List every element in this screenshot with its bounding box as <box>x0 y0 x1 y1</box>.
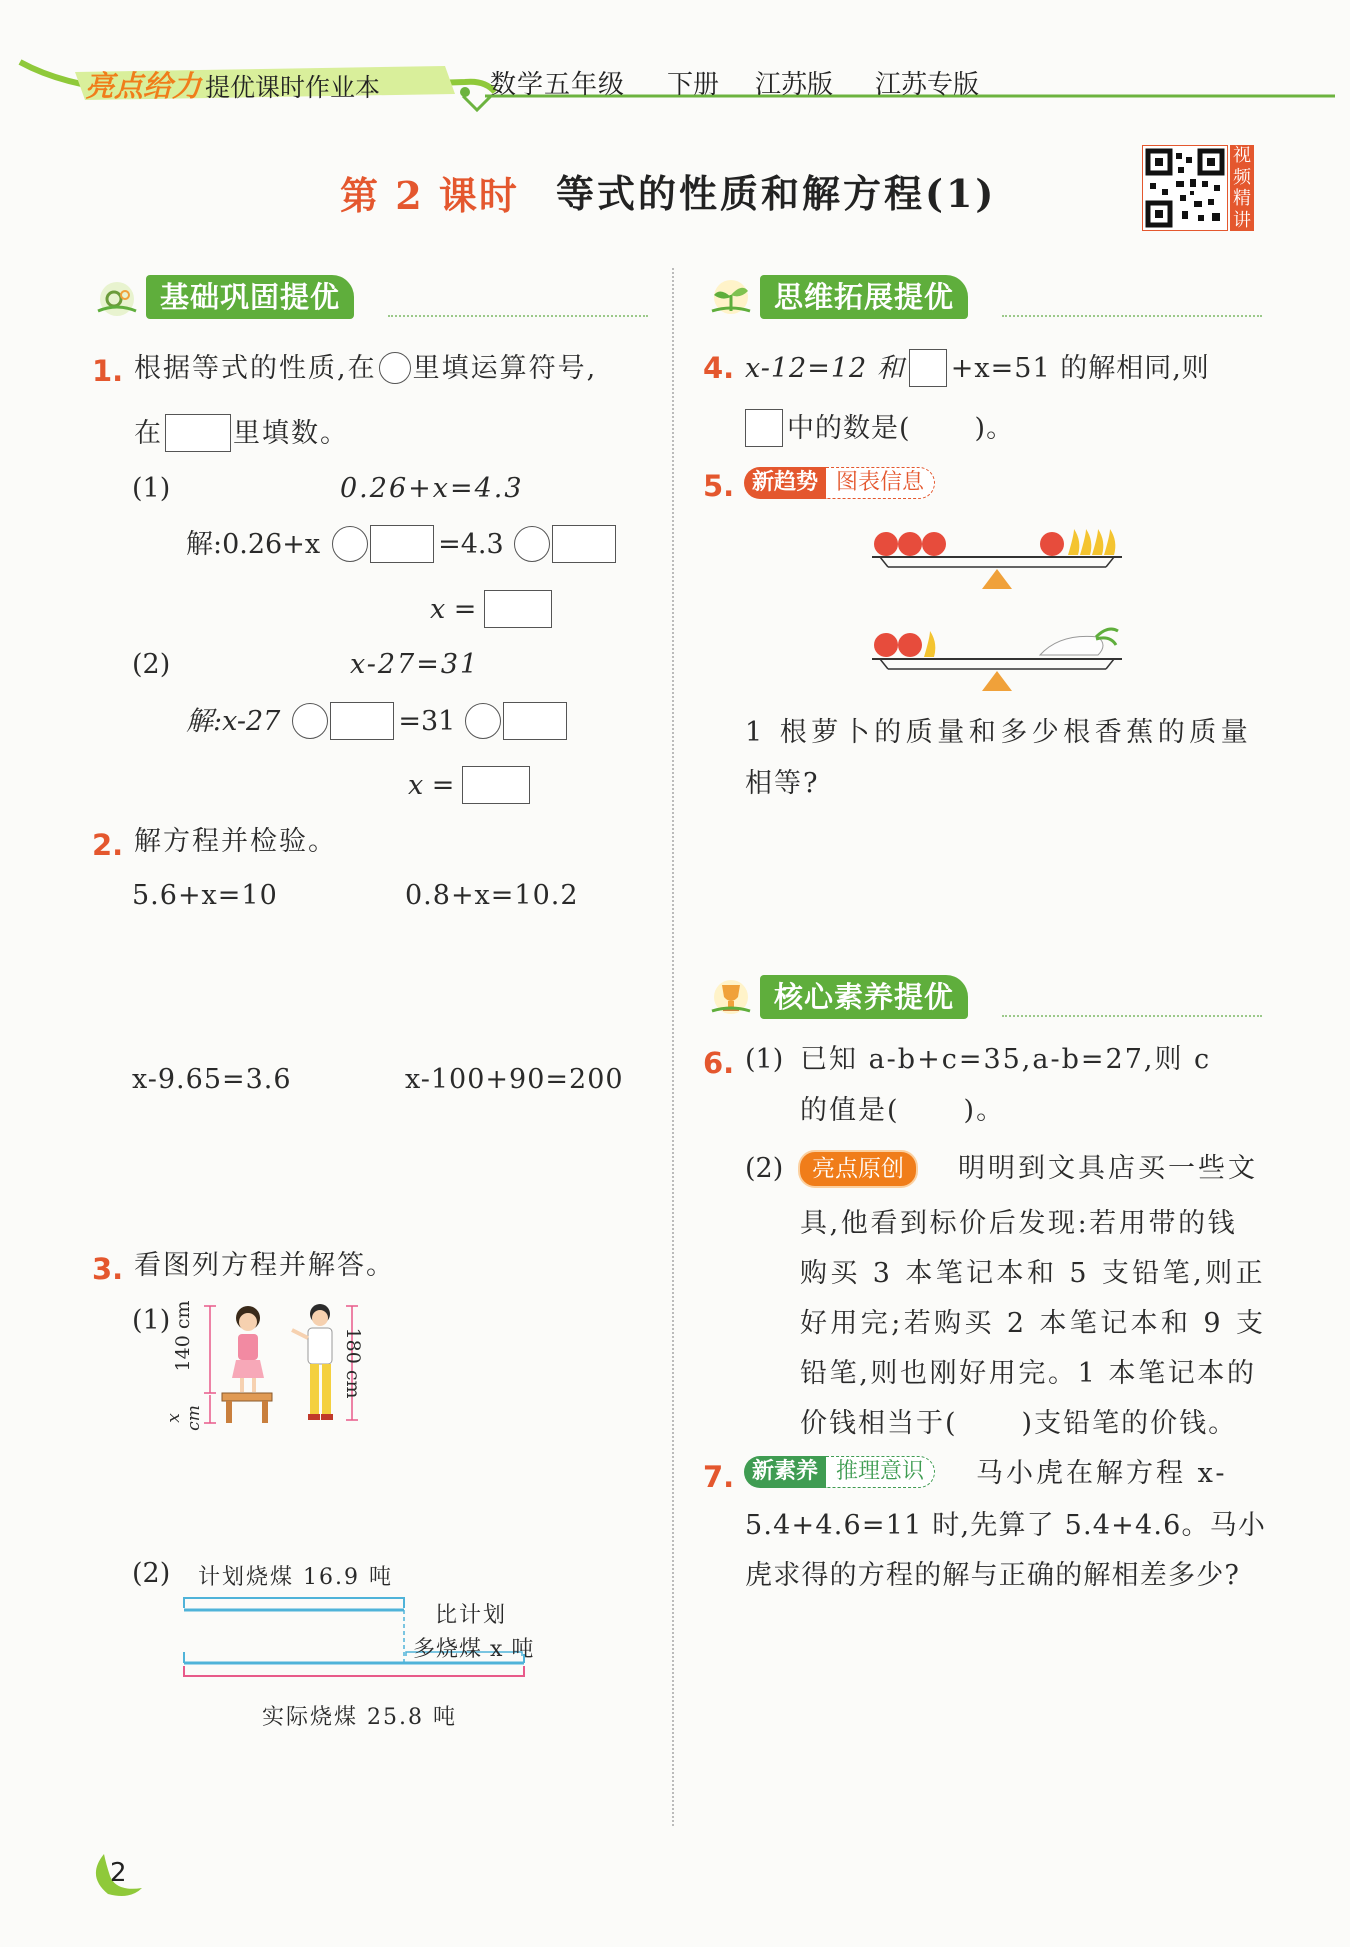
q1-p2-sol-start: 解:x-27 <box>186 705 281 737</box>
q4-text-a: x-12=12 和 <box>745 352 905 384</box>
q2-eq2: 0.8+x=10.2 <box>405 880 579 911</box>
q7-tag <box>744 1456 935 1488</box>
q6-p2-line4: 好用完;若购买 2 本笔记本和 9 支 <box>800 1308 1267 1339</box>
q1-p2-x: x = <box>408 769 455 801</box>
q1-p1-operator-input-1[interactable] <box>332 526 368 562</box>
q3-p2-label: (2) <box>132 1558 171 1589</box>
q6-p2-line6 <box>800 1410 1237 1437</box>
q7-tag-sub: 推理意识 <box>826 1456 935 1488</box>
series-title: 提优课时作业本 <box>205 73 381 102</box>
q1-p2-equation: x-27=31 <box>350 649 480 680</box>
header-special: 江苏专版 <box>875 70 980 100</box>
header-banner <box>15 52 1335 122</box>
q1-p2-solution <box>186 702 567 740</box>
section-basic-label: 基础巩固提优 <box>146 275 354 319</box>
q1-p1-answer-input[interactable] <box>484 590 552 628</box>
balance-illustration <box>860 515 1140 705</box>
q4-box-ref <box>745 409 783 447</box>
page-number: 2 <box>110 1858 127 1888</box>
q4-text-c: 中的数是( <box>787 412 911 444</box>
q1-p1-number-input-1[interactable] <box>370 525 434 563</box>
header-subject: 数学五年级 <box>490 70 626 100</box>
q3-boy-height: 180 cm <box>342 1327 364 1399</box>
q1-p1-answer <box>430 590 552 628</box>
q7-line1: 马小虎在解方程 x- <box>976 1458 1228 1489</box>
section-basic <box>88 275 648 319</box>
q1-p1-sol-mid: =4.3 <box>438 528 504 560</box>
qr-label: 视频精讲 <box>1230 145 1254 231</box>
q3-girl-height: 140 cm <box>172 1300 194 1372</box>
q1-text-d: 里填数。 <box>233 417 349 449</box>
header-term: 下册 <box>667 70 720 100</box>
lesson-number: 第 2 课时 <box>340 173 519 218</box>
sprout-icon <box>708 277 754 317</box>
q6-tag: 亮点原创 <box>798 1150 918 1188</box>
operator-circle <box>379 352 411 384</box>
lesson-title: 等式的性质和解方程(1) <box>556 171 997 216</box>
q5-tag-sub: 图表信息 <box>826 467 935 499</box>
q7-line2: 5.4+4.6=11 时,先算了 5.4+4.6。马小 <box>745 1510 1267 1541</box>
q1-p2-answer-input[interactable] <box>462 766 530 804</box>
q3-stool-height: x cm <box>164 1405 204 1431</box>
q6-p2-label: (2) <box>745 1153 784 1184</box>
q2-eq3: x-9.65=3.6 <box>132 1064 292 1095</box>
section-extend <box>702 275 1262 319</box>
q6-p1-text-b: 的值是( <box>800 1095 900 1126</box>
q3-number: 3. <box>92 1252 124 1286</box>
header-edition: 江苏版 <box>755 70 834 100</box>
q3-p1-label: (1) <box>132 1305 171 1336</box>
q6-p1-answer-blank[interactable] <box>900 1097 964 1124</box>
q6-p2-text-b: )支铅笔的价钱。 <box>1021 1408 1238 1439</box>
q1-p1-x: x = <box>430 593 477 625</box>
q4-line2 <box>745 409 1014 447</box>
q1-number: 1. <box>92 354 124 388</box>
q3-actual-label: 实际烧煤 25.8 吨 <box>262 1705 457 1730</box>
q3-more-label-1: 比计划 <box>435 1603 508 1628</box>
q5-tag <box>744 467 935 499</box>
q1-p2-number-input-1[interactable] <box>330 702 394 740</box>
trophy-icon <box>708 977 754 1017</box>
q4-box-input[interactable] <box>909 349 947 387</box>
q6-p2-text-a: 价钱相当于( <box>800 1408 958 1439</box>
q6-p1-line2 <box>800 1097 1005 1124</box>
q3-text: 看图列方程并解答。 <box>134 1250 395 1281</box>
q1-text-c: 在 <box>134 417 163 449</box>
q6-number: 6. <box>703 1046 735 1080</box>
q1-p2-sol-mid: =31 <box>398 705 456 737</box>
brand-logo: 亮点给力 <box>85 69 202 103</box>
q6-p2-line5: 铅笔,则也刚好用完。1 本笔记本的 <box>800 1358 1257 1389</box>
q1-p2-number-input-2[interactable] <box>503 702 567 740</box>
q1-p1-solution <box>186 525 616 563</box>
q2-number: 2. <box>92 828 124 862</box>
section-core <box>702 975 1262 1019</box>
q5-text-b: 相等? <box>745 768 820 799</box>
qr-code[interactable] <box>1142 145 1228 231</box>
q6-p1-text-c: )。 <box>963 1095 1006 1126</box>
q1-line1 <box>134 352 597 384</box>
q1-line2 <box>134 414 349 452</box>
q4-text-b: +x=51 的解相同,则 <box>950 352 1210 384</box>
q1-text-a: 根据等式的性质,在 <box>134 352 377 384</box>
q1-p1-number-input-2[interactable] <box>552 525 616 563</box>
section-core-label: 核心素养提优 <box>760 975 968 1019</box>
q6-p1-label: (1) <box>745 1044 784 1075</box>
number-box <box>165 414 231 452</box>
q7-line3: 虎求得的方程的解与正确的解相差多少? <box>745 1560 1241 1591</box>
q4-number: 4. <box>703 351 735 385</box>
q6-p2-line1: 明明到文具店买一些文 <box>958 1153 1258 1184</box>
q4-line1 <box>745 349 1210 387</box>
q5-number: 5. <box>703 469 735 503</box>
q1-p2-operator-input-1[interactable] <box>292 703 328 739</box>
q1-text-b: 里填运算符号, <box>412 352 598 384</box>
q3-more-label-2: 多烧煤 x 吨 <box>413 1637 535 1662</box>
q2-text: 解方程并检验。 <box>134 826 337 857</box>
q6-p2-line3: 购买 3 本笔记本和 5 支铅笔,则正 <box>800 1258 1266 1289</box>
section-extend-label: 思维拓展提优 <box>760 275 968 319</box>
qr-code-icon <box>1142 145 1228 231</box>
q7-number: 7. <box>703 1460 735 1494</box>
q4-text-d: )。 <box>974 412 1015 444</box>
q5-tag-main: 新趋势 <box>744 467 826 499</box>
column-divider <box>672 268 674 1826</box>
q1-p1-sol-start: 解:0.26+x <box>186 528 321 560</box>
q1-p2-label: (2) <box>132 649 171 680</box>
q1-p2-answer <box>408 766 530 804</box>
q1-p2-operator-input-2[interactable] <box>465 703 501 739</box>
q6-p2-answer-blank[interactable] <box>958 1410 1022 1437</box>
q1-p1-label: (1) <box>132 473 171 504</box>
q2-eq4: x-100+90=200 <box>405 1064 624 1095</box>
q1-p1-equation: 0.26+x=4.3 <box>340 473 524 504</box>
q7-tag-main: 新素养 <box>744 1456 826 1488</box>
q3-plan-label: 计划烧煤 16.9 吨 <box>198 1565 393 1590</box>
q6-p1-text: 已知 a-b+c=35,a-b=27,则 c <box>800 1044 1212 1075</box>
q1-p1-operator-input-2[interactable] <box>514 526 550 562</box>
gear-sun-icon <box>94 277 140 317</box>
q6-p2-line2: 具,他看到标价后发现:若用带的钱 <box>800 1208 1238 1239</box>
q5-text-a: 1 根萝卜的质量和多少根香蕉的质量 <box>745 717 1253 748</box>
q2-eq1: 5.6+x=10 <box>132 880 278 911</box>
